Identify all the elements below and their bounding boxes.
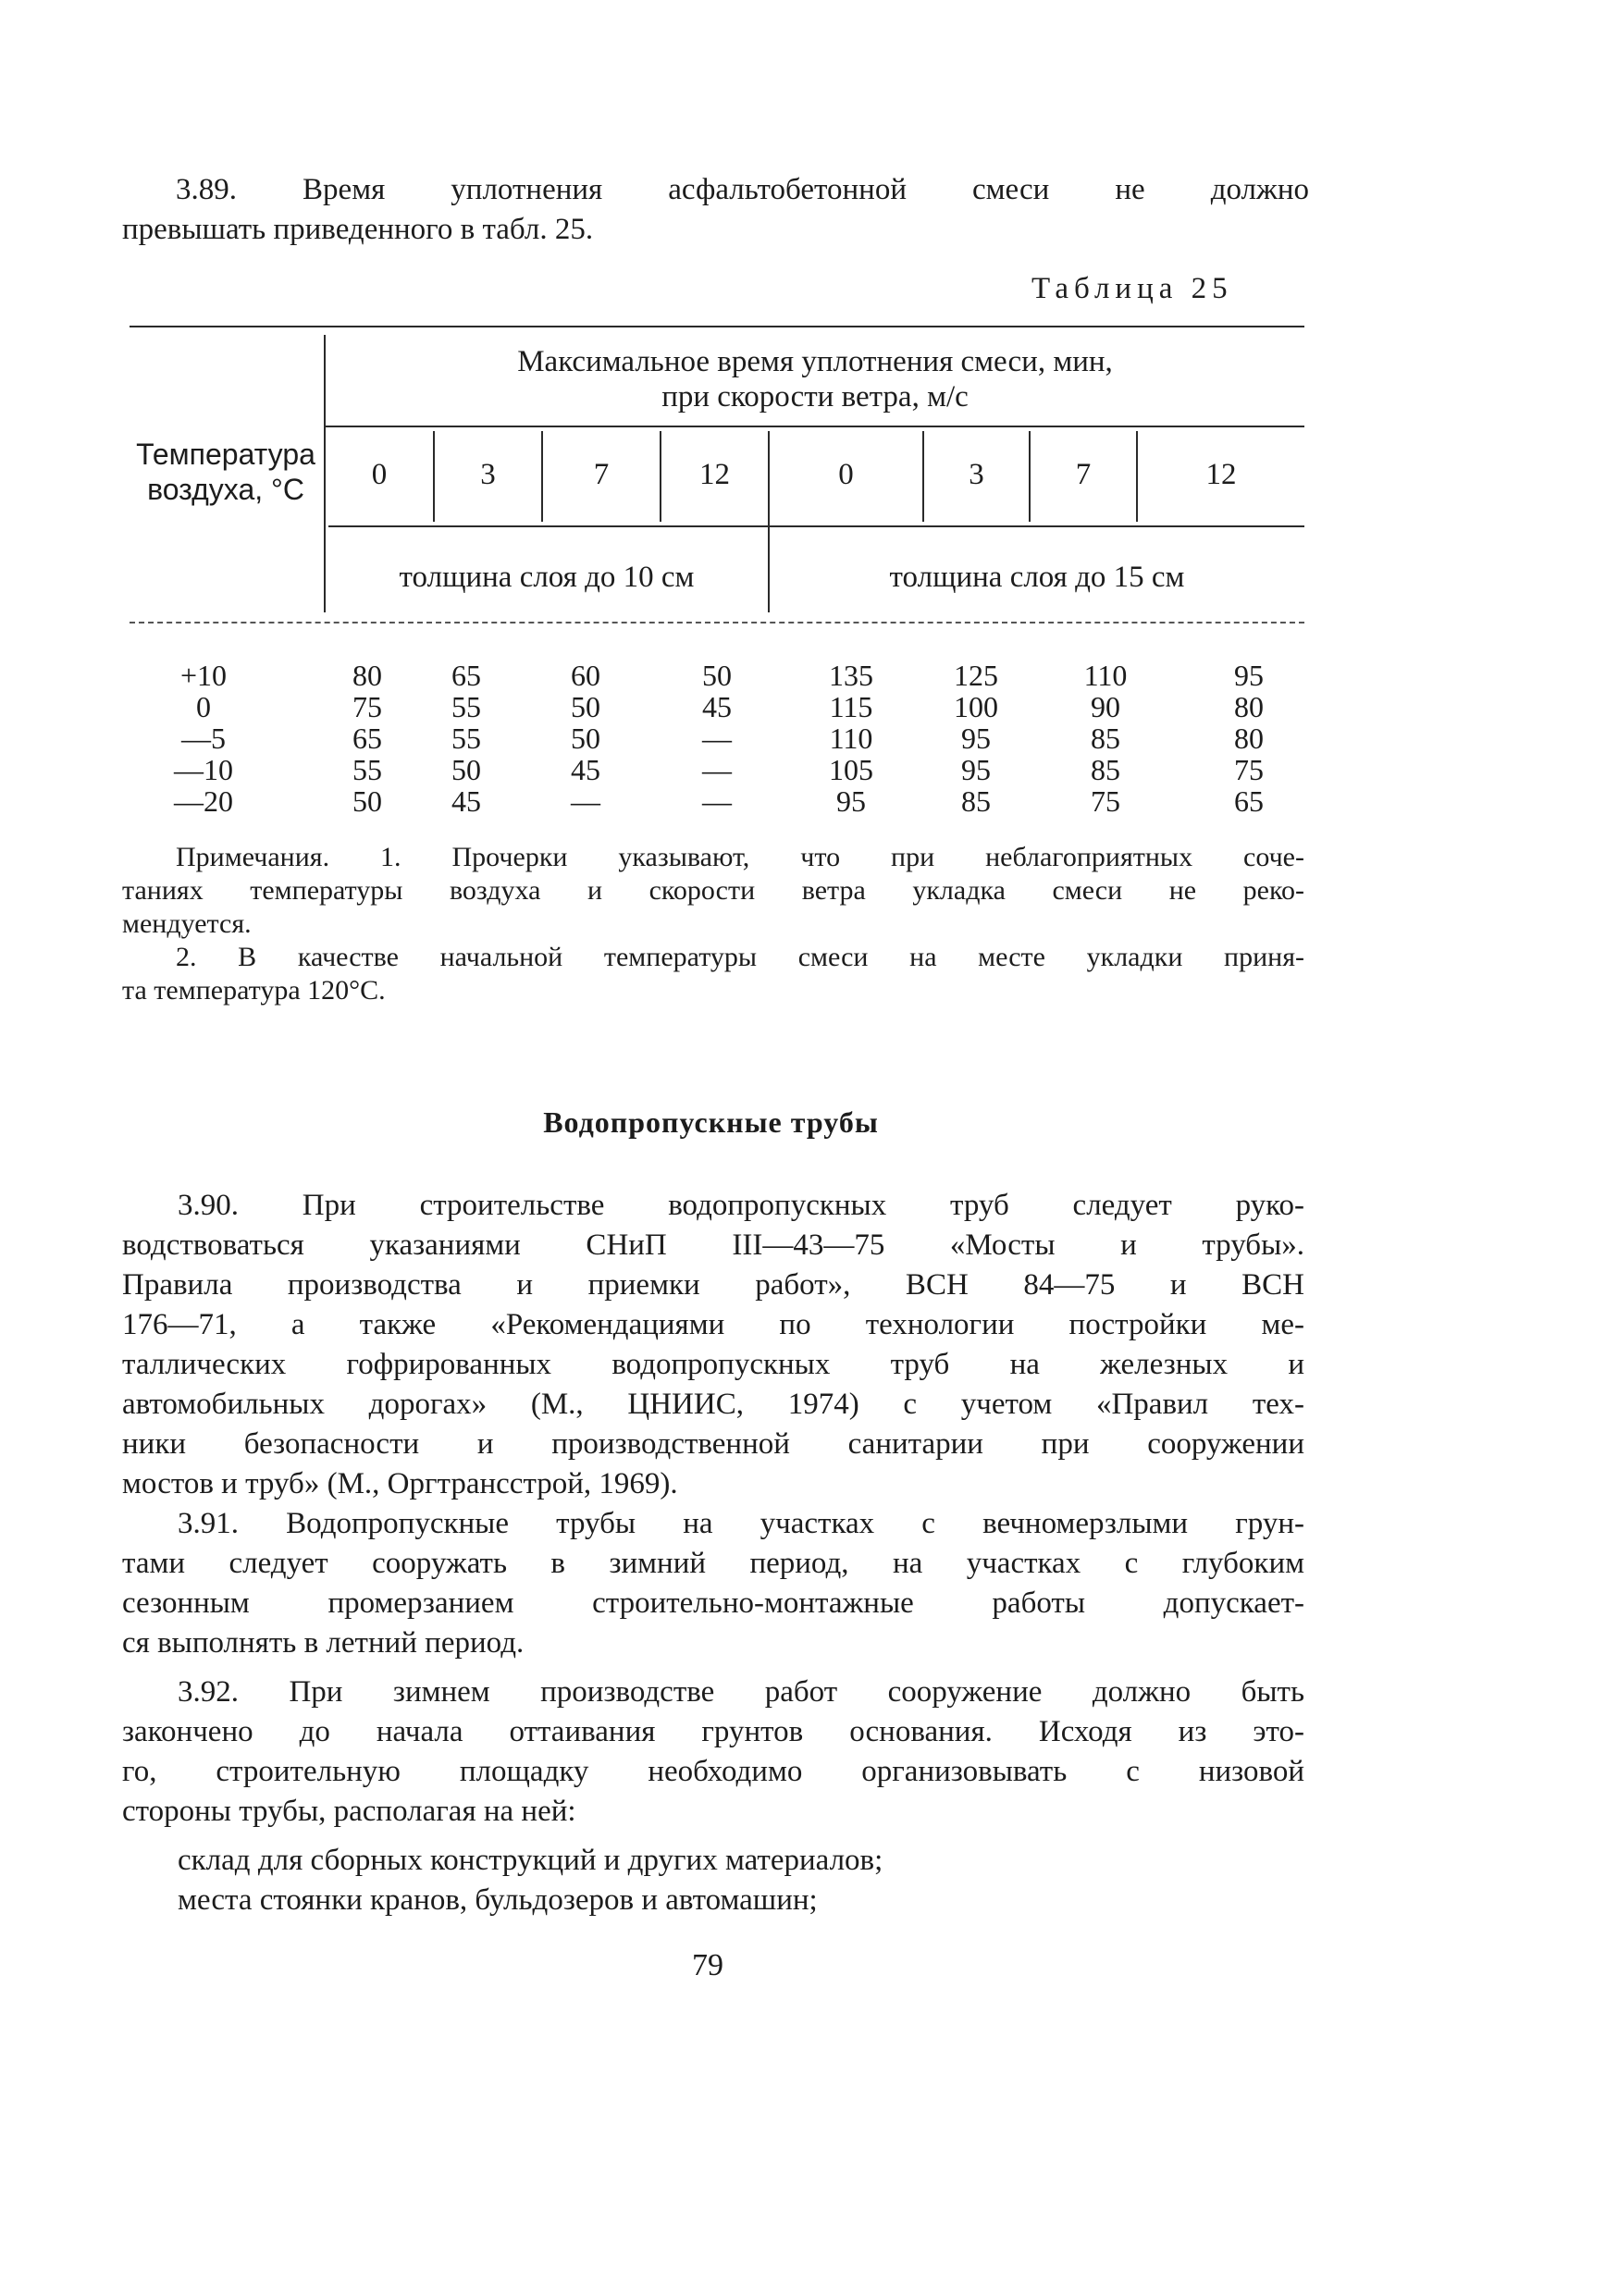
table-cell: 50 xyxy=(702,659,732,692)
paragraph-3-90-line-3: Правила производства и приемки работ», ВСН 84—75 и ВСН xyxy=(122,1268,1304,1302)
paragraph-3-92-line-1: 3.92. При зимнем производстве работ сооружение должно быть xyxy=(178,1675,1304,1709)
table-cell: 135 xyxy=(829,659,873,692)
note-1-line-1: Примечания. 1. Прочерки указывают, что при неблагоприятных соче- xyxy=(176,842,1304,872)
speed-header-cell: 3 xyxy=(480,458,496,491)
paragraph-3-92-line-4: стороны трубы, располагая на ней: xyxy=(122,1795,576,1828)
temperature-cell: 0 xyxy=(196,690,211,723)
table-cell: 55 xyxy=(451,690,481,723)
speed-header-cell: 12 xyxy=(1205,458,1237,491)
paragraph-3-90-line-8: мостов и труб» (М., Оргтрансстрой, 1969). xyxy=(122,1467,678,1500)
speed-header-cell: 0 xyxy=(371,458,388,491)
speed-header-cell: 0 xyxy=(838,458,854,491)
note-1-line-2: таниях температуры воздуха и скорости ветра укладка смеси не реко- xyxy=(122,875,1304,906)
table-cell: — xyxy=(702,753,732,786)
speed-header-cell: 7 xyxy=(1075,458,1092,491)
temperature-cell: —5 xyxy=(181,722,226,755)
list-item: склад для сборных конструкций и других материалов; xyxy=(178,1844,883,1877)
table-cell: — xyxy=(702,784,732,818)
speed-header-cell: 7 xyxy=(593,458,610,491)
paragraph-3-89-line-1: 3.89. Время уплотнения асфальтобетонной смеси не должно xyxy=(176,173,1309,206)
speed-header-cell: 12 xyxy=(699,458,730,491)
table-cell: — xyxy=(571,784,600,818)
table-cell: 110 xyxy=(1083,659,1128,692)
table-cell: 95 xyxy=(1234,659,1264,692)
thickness-10-header: толщина слоя до 10 см xyxy=(399,561,695,594)
paragraph-3-91-line-4: ся выполнять в летний период. xyxy=(122,1626,525,1660)
table-cell: 85 xyxy=(961,784,991,818)
thickness-15-header: толщина слоя до 15 см xyxy=(889,561,1185,594)
table-cell: 45 xyxy=(571,753,600,786)
table-cell: 50 xyxy=(451,753,481,786)
paragraph-3-91-line-2: тами следует сооружать в зимний период, на участках с глубоким xyxy=(122,1547,1304,1580)
table-cell: 100 xyxy=(954,690,998,723)
table-cell: 85 xyxy=(1091,722,1120,755)
list-item: места стоянки кранов, бульдозеров и автомашин; xyxy=(178,1883,818,1917)
table-cell: 65 xyxy=(352,722,382,755)
group-header-rule xyxy=(324,426,1304,427)
table-cell: 115 xyxy=(829,690,873,723)
paragraph-3-90-line-1: 3.90. При строительстве водопропускных труб следует руко- xyxy=(178,1189,1304,1222)
paragraph-3-90-line-7: ники безопасности и производственной санитарии при сооружении xyxy=(122,1427,1304,1461)
paragraph-3-92-line-2: закончено до начала оттаивания грунтов основания. Исходя из это- xyxy=(122,1715,1304,1748)
table-cell: 110 xyxy=(829,722,873,755)
note-2-line-1: 2. В качестве начальной температуры смеси на месте укладки приня- xyxy=(176,942,1304,972)
table-cell: 55 xyxy=(352,753,382,786)
table-cell: 75 xyxy=(1234,753,1264,786)
stub-header-line-1: Температура xyxy=(136,438,315,471)
paragraph-3-91-line-3: сезонным промерзанием строительно-монтажные работы допускает- xyxy=(122,1586,1304,1620)
temperature-cell: —10 xyxy=(174,753,233,786)
table-cell: 95 xyxy=(961,722,991,755)
table-cell: 85 xyxy=(1091,753,1120,786)
note-1-line-3: мендуется. xyxy=(122,908,252,939)
page-number: 79 xyxy=(692,1948,723,1982)
table-cell: 80 xyxy=(352,659,382,692)
table-cell: 50 xyxy=(352,784,382,818)
paragraph-3-92-line-3: го, строительную площадку необходимо организовывать с низовой xyxy=(122,1755,1304,1788)
table-label: Таблица 25 xyxy=(1031,272,1233,305)
table-cell: 80 xyxy=(1234,722,1264,755)
header-bottom-rule xyxy=(130,622,1304,623)
table-cell: 95 xyxy=(836,784,866,818)
table-cell: 55 xyxy=(451,722,481,755)
table-cell: 95 xyxy=(961,753,991,786)
table-cell: 75 xyxy=(1091,784,1120,818)
paragraph-3-89-line-2: превышать приведенного в табл. 25. xyxy=(122,213,594,246)
table-cell: 60 xyxy=(571,659,600,692)
table-cell: 45 xyxy=(451,784,481,818)
table-cell: 45 xyxy=(702,690,732,723)
paragraph-3-90-line-4: 176—71, а также «Рекомендациями по технологии постройки ме- xyxy=(122,1308,1304,1341)
section-title: Водопропускные трубы xyxy=(543,1105,879,1139)
table-cell: 75 xyxy=(352,690,382,723)
table-cell: 65 xyxy=(451,659,481,692)
group-header-line-2: при скорости ветра, м/с xyxy=(661,380,969,414)
table-cell: 65 xyxy=(1234,784,1264,818)
temperature-cell: —20 xyxy=(174,784,233,818)
group-header-line-1: Максимальное время уплотнения смеси, мин, xyxy=(517,345,1113,378)
table-cell: 125 xyxy=(954,659,998,692)
table-cell: — xyxy=(702,722,732,755)
note-2-line-2: та температура 120°С. xyxy=(122,975,386,1006)
table-cell: 50 xyxy=(571,690,600,723)
stub-header-line-2: воздуха, °С xyxy=(147,473,304,506)
paragraph-3-90-line-2: водствоваться указаниями СНиП III—43—75 «Мосты и трубы». xyxy=(122,1228,1304,1262)
speeds-rule xyxy=(328,525,1304,527)
speed-header-cell: 3 xyxy=(969,458,984,491)
table-cell: 105 xyxy=(829,753,873,786)
paragraph-3-90-line-5: таллических гофрированных водопропускных труб на железных и xyxy=(122,1348,1304,1381)
temperature-cell: +10 xyxy=(179,659,228,692)
table-cell: 50 xyxy=(571,722,600,755)
paragraph-3-90-line-6: автомобильных дорогах» (М., ЦНИИС, 1974) с учетом «Правил тех- xyxy=(122,1388,1304,1421)
table-top-rule xyxy=(130,326,1304,327)
table-cell: 80 xyxy=(1234,690,1264,723)
paragraph-3-91-line-1: 3.91. Водопропускные трубы на участках с вечномерзлыми грун- xyxy=(178,1507,1304,1540)
table-cell: 90 xyxy=(1091,690,1120,723)
